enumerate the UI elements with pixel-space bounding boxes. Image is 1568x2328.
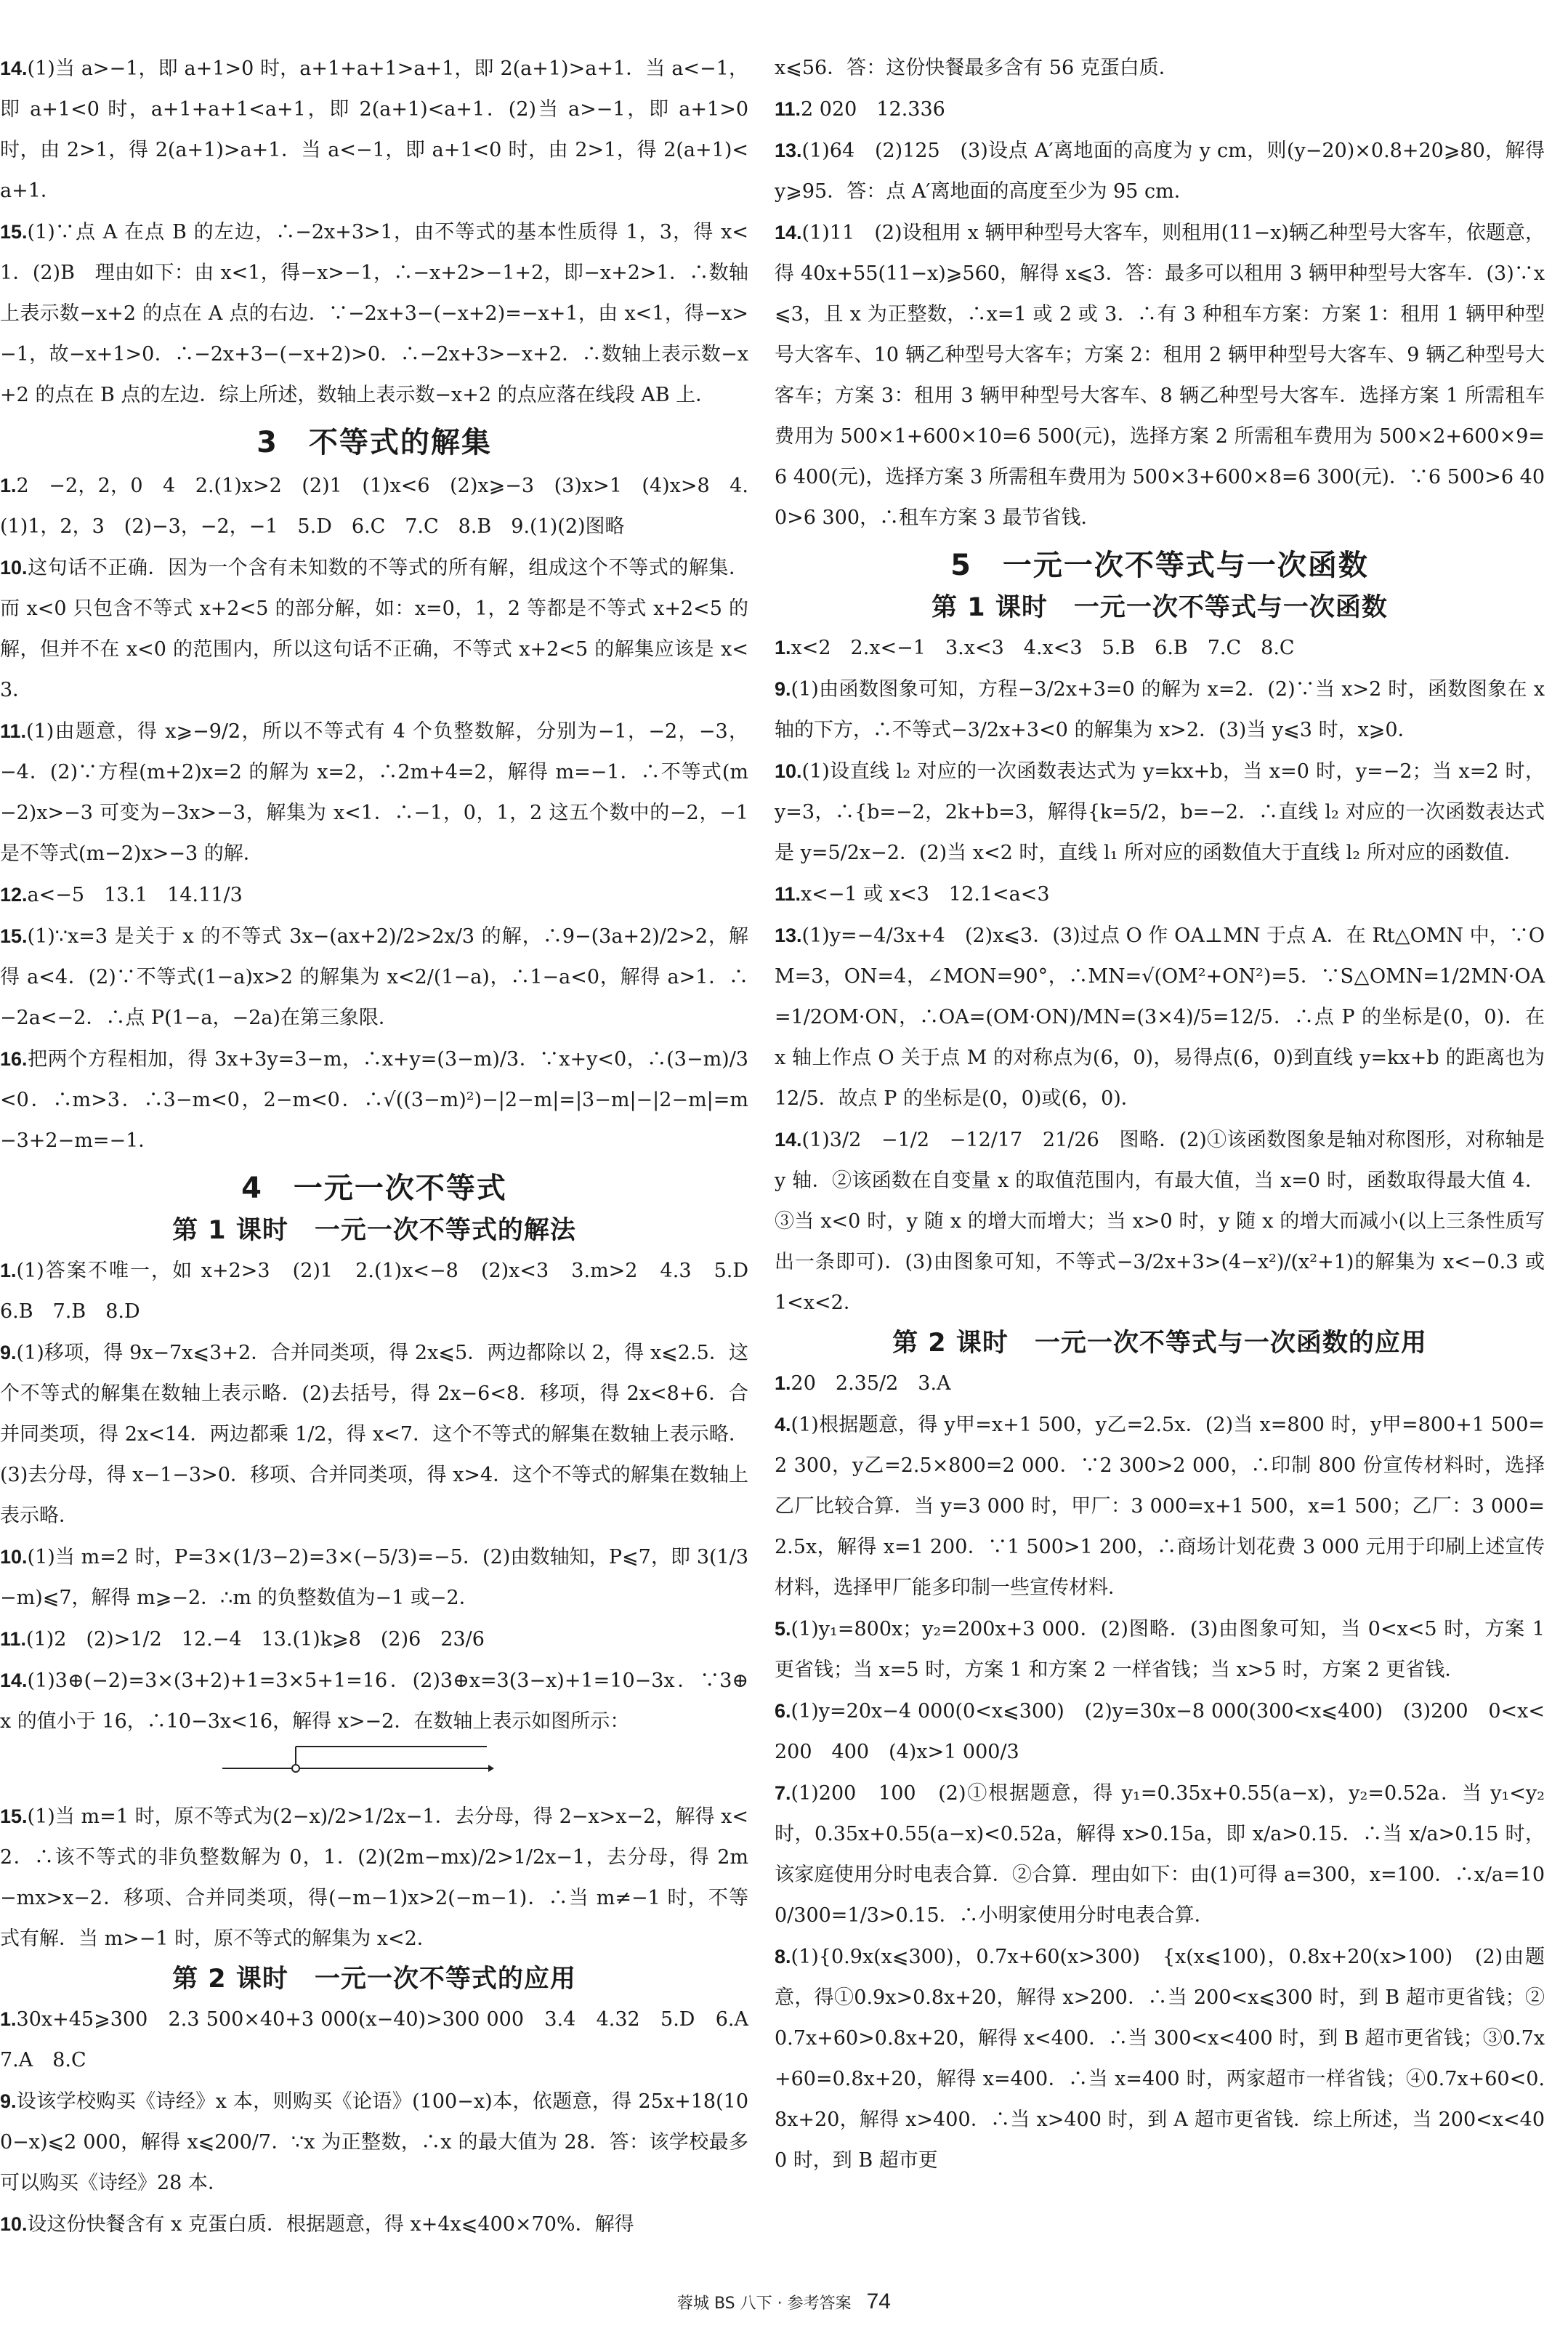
- section-4b-list: [0, 1999, 768, 2245]
- answer-text: (1)当 m=2 时，P=3×(1/3−2)=3×(−5/3)=−5．(2)由数轴知，P⩽7，即 3(1/3−m)⩽7，解得 m⩾−2．∴m 的负整数值为−1 或−2．: [0, 1546, 748, 1609]
- answer-text: (1)当 a>−1，即 a+1>0 时，a+1+a+1>a+1，即 2(a+1)>a+1．当 a<−1，即 a+1<0 时，a+1+a+1<a+1，即 2(a+1)<a+1．(2)当 a>−1，即 a+1>0 时，由 2>1，得 2(a+1)>a+1．当 a<−1，即 a+1<0 时，由 2>1，得 2(a+1)<a+1．: [0, 57, 748, 202]
- question-number: 12.: [0, 884, 28, 906]
- section-4-lesson-1: 第 1 课时 一元一次不等式的解法: [172, 1216, 576, 1245]
- section-5-lesson-2: 第 2 课时 一元一次不等式与一次函数的应用: [892, 1329, 1427, 1358]
- question-number: 11.: [0, 1628, 27, 1650]
- page-footer: [0, 2289, 1568, 2314]
- section-4a-post-list: [0, 1796, 748, 1960]
- answer-text: x<2 2.x<−1 3.x<3 4.x<3 5.B 6.B 7.C 8.C: [791, 637, 1295, 659]
- answer-text: (1)∵点 A 在点 B 的左边，∴−2x+3>1，由不等式的基本性质得 1，3，得 x<1．(2)B 理由如下：由 x<1，得−x>−1，∴−x+2>−1+2，即−x+2>1．∴数轴上表示数−x+2 的点在 A 点的右边．∵−2x+3−(−x+2)=−x+1，由 x<1，得−x>−1，故−x+1>0．∴−2x+3−(−x+2)>0．∴−2x+3>−x+2．∴数轴上表示数−x+2 的点在 B 点的左边．综上所述，数轴上表示数−x+2 的点应落在线段 AB 上．: [0, 221, 748, 406]
- answer-item: [775, 627, 1545, 669]
- answer-item: [0, 547, 748, 711]
- answer-item: [775, 1691, 1545, 1773]
- answer-text: 把两个方程相加，得 3x+3y=3−m，∴x+y=(3−m)/3．∵x+y<0，∴(3−m)/3<0．∴m>3．∴3−m<0，2−m<0．∴√((3−m)²)−|2−m|=|3−m|−|2−m|=m−3+2−m=−1．: [0, 1048, 748, 1152]
- question-number: 15.: [0, 221, 28, 243]
- answer-text: (1){0.9x(x⩽300)，0.7x+60(x>300) {x(x⩽100)，0.8x+20(x>100) (2)由题意，得①0.9x>0.8x+20，解得 x>200．∴当 200<x⩽300 时，到 B 超市更省钱；②0.7x+60>0.8x+20，解得 x<400．∴当 300<x<400 时，到 B 超市更省钱；③0.7x+60=0.8x+20，解得 x=400．∴当 x=400 时，两家超市一样省钱；④0.7x+60<0.8x+20，解得 x>400．∴当 x>400 时，到 A 超市更省钱．综上所述，当 200<x<400 时，到 B 超市更: [775, 1946, 1545, 2172]
- question-number: 4.: [775, 1414, 791, 1435]
- answer-item: [0, 1796, 748, 1960]
- answer-item: [0, 711, 748, 874]
- question-number: 9.: [0, 1342, 17, 1364]
- answer-item: [0, 874, 748, 916]
- question-number: 10.: [0, 1546, 28, 1568]
- answer-item: [0, 212, 748, 416]
- section-3-list: [0, 465, 748, 1161]
- footer-label: 蓉城 BS 八下 · 参考答案: [676, 2295, 852, 2313]
- section-4a-list: [0, 1250, 768, 1742]
- answer-item: [775, 212, 1545, 539]
- answer-item: [775, 1773, 1545, 1936]
- answer-item: [775, 669, 1545, 751]
- answer-item: [775, 130, 1545, 212]
- answer-text: (1)设直线 l₂ 对应的一次函数表达式为 y=kx+b，当 x=0 时，y=−2；当 x=2 时，y=3，∴{b=−2，2k+b=3，解得{k=5/2，b=−2．∴直线 l₂ 对应的一次函数表达式是 y=5/2x−2．(2)当 x<2 时，直线 l₁ 所对应的函数值大于直线 l₂ 所对应的函数值．: [775, 760, 1545, 864]
- answer-text: (1)当 m=1 时，原不等式为(2−x)/2>1/2x−1．去分母，得 2−x>x−2，解得 x<2．∴该不等式的非负整数解为 0，1．(2)(2m−mx)/2>1/2x−1，去分母，得 2m−mx>x−2．移项、合并同类项，得(−m−1)x>2(−m−1)．∴当 m≠−1 时，不等式有解．当 m>−1 时，原不等式的解集为 x<2．: [0, 1805, 748, 1950]
- answer-text: (1)由函数图象可知，方程−3/2x+3=0 的解为 x=2．(2)∵当 x>2 时，函数图象在 x 轴的下方，∴不等式−3/2x+3<0 的解集为 x>2．(3)当 y⩽3 时，x⩾0．: [775, 678, 1545, 741]
- section-4-title: 4 一元一次不等式: [241, 1172, 507, 1205]
- question-number: 14.: [775, 1129, 802, 1151]
- question-number: 16.: [0, 1048, 28, 1070]
- question-number: 10.: [775, 760, 802, 782]
- answer-text: 设该学校购买《诗经》x 本，则购买《论语》(100−x)本，依题意，得 25x+18(100−x)⩽2 000，解得 x⩽200/7．∵x 为正整数，∴x 的最大值为 28．答：该学校最多可以购买《诗经》28 本．: [0, 2090, 748, 2194]
- question-number: 14.: [0, 57, 28, 79]
- answer-text: (1)y=−4/3x+4 (2)x⩽3．(3)过点 O 作 OA⊥MN 于点 A．在 Rt△OMN 中，∵OM=3，ON=4，∠MON=90°，∴MN=√(OM²+ON²)=5．∵S△OMN=1/2MN·OA=1/2OM·ON，∴OA=(OM·ON)/MN=(3×4)/5=12/5．∴点 P 的坐标是(0，0)．在 x 轴上作点 O 关于点 M 的对称点为(6，0)，易得点(6，0)到直线 y=kx+b 的距离也为 12/5．故点 P 的坐标是(0，0)或(6，0)．: [775, 925, 1545, 1110]
- answer-text: x<−1 或 x<3 12.1<a<3: [801, 883, 1050, 906]
- section-5-title: 5 一元一次不等式与一次函数: [950, 549, 1369, 582]
- question-number: 7.: [775, 1782, 791, 1804]
- question-number: 14.: [775, 222, 802, 243]
- answer-item: [0, 1619, 748, 1660]
- question-number: 1.: [775, 637, 791, 658]
- section-5a-list: [775, 627, 1545, 1324]
- answer-text: (1)y=20x−4 000(0<x⩽300) (2)y=30x−8 000(300<x⩽400) (3)200 0<x<200 400 (4)x>1 000/3: [775, 1700, 1545, 1763]
- answer-item: [0, 1039, 748, 1161]
- question-number: 1.: [775, 1372, 791, 1394]
- answer-item: [775, 1363, 1545, 1404]
- answer-text: 20 2.35/2 3.A: [791, 1372, 951, 1395]
- answer-item: [0, 1536, 748, 1619]
- question-number: 9.: [0, 2090, 17, 2112]
- right-column: [775, 48, 1545, 2181]
- answer-text: (1)200 100 (2)①根据题意，得 y₁=0.35x+0.55(a−x)，y₂=0.52a．当 y₁<y₂ 时，0.35x+0.55(a−x)<0.52a，解得 x>0.15a，即 x/a>0.15．∴当 x/a>0.15 时，该家庭使用分时电表合算．②合算．理由如下：由(1)可得 a=300，x=100．∴x/a=100/300=1/3>0.15．∴小明家使用分时电表合算．: [775, 1782, 1545, 1927]
- question-number: 1.: [0, 475, 17, 496]
- answer-item: [775, 1936, 1545, 2181]
- answer-item: [775, 915, 1545, 1119]
- open-circle: [292, 1765, 299, 1772]
- left-pre-list: [0, 48, 748, 416]
- answer-text: 这句话不正确．因为一个含有未知数的不等式的所有解，组成这个不等式的解集．而 x<0 只包含不等式 x+2<5 的部分解，如：x=0，1，2 等都是不等式 x+2<5 的解，但并不在 x<0 的范围内，所以这句话不正确，不等式 x+2<5 的解集应该是 x<3．: [0, 557, 748, 701]
- question-number: 11.: [775, 98, 801, 120]
- answer-text: (1)11 (2)设租用 x 辆甲种型号大客车，则租用(11−x)辆乙种型号大客车，依题意，得 40x+55(11−x)⩾560，解得 x⩽3．答：最多可以租用 3 辆甲种型号大客车．(3)∵x⩽3，且 x 为正整数，∴x=1 或 2 或 3．∴有 3 种租车方案：方案 1：租用 1 辆甲种型号大客车、10 辆乙种型号大客车；方案 2：租用 2 辆甲种型号大客车、9 辆乙种型号大客车；方案 3：租用 3 辆甲种型号大客车、8 辆乙种型号大客车．选择方案 1 所需租车费用为 500×1+600×10=6 500(元)，选择方案 2 所需租车费用为 500×2+600×9=6 400(元)，选择方案 3 所需租车费用为 500×3+600×8=6 300(元)．∵6 500>6 400>6 300，∴租车方案 3 最节省钱．: [775, 222, 1545, 529]
- answer-item: [775, 1608, 1545, 1691]
- question-number: 13.: [775, 140, 802, 161]
- answer-text: (1)3⊕(−2)=3×(3+2)+1=3×5+1=16．(2)3⊕x=3(3−x)+1=10−3x．∵3⊕x 的值小于 16，∴10−3x<16，解得 x>−2．在数轴上表示如图所示：: [0, 1670, 748, 1733]
- answer-text: x⩽56．答：这份快餐最多含有 56 克蛋白质．: [775, 57, 1179, 79]
- number-line-arrow: [488, 1765, 494, 1772]
- answer-text: 设这份快餐含有 x 克蛋白质．根据题意，得 x+4x⩽400×70%．解得: [27, 2213, 634, 2236]
- answer-item: [775, 1404, 1545, 1608]
- answer-item: [775, 751, 1545, 874]
- answer-text: (1)由题意，得 x⩾−9/2，所以不等式有 4 个负整数解，分别为−1，−2，−3，−4．(2)∵方程(m+2)x=2 的解为 x=2，∴2m+4=2，解得 m=−1．∴不等式(m−2)x>−3 可变为−3x>−3，解集为 x<1．∴−1，0，1，2 这五个数中的−2，−1 是不等式(m−2)x>−3 的解．: [0, 720, 748, 865]
- answer-item: [775, 89, 1545, 130]
- answer-text: 2 −2，2，0 4 2.(1)x>2 (2)1 (1)x<6 (2)x⩾−3 (3)x>1 (4)x>8 4.(1)1，2，3 (2)−3，−2，−1 5.D 6.C 7.C 8.B 9.(1)(2)图略: [0, 475, 748, 538]
- question-number: 10.: [0, 2213, 28, 2235]
- answer-text: (1)2 (2)>1/2 12.−4 13.(1)k⩾8 (2)6 23/6: [26, 1628, 485, 1651]
- question-number: 5.: [775, 1618, 791, 1640]
- answer-text: (1)64 (2)125 (3)设点 A′离地面的高度为 y cm，则(y−20)×0.8+20⩾80，解得 y⩾95．答：点 A′离地面的高度至少为 95 cm．: [775, 140, 1545, 203]
- left-column: [0, 48, 768, 2245]
- question-number: 15.: [0, 1805, 28, 1827]
- answer-item: [0, 1660, 748, 1742]
- question-number: 11.: [775, 883, 801, 905]
- answer-item: [0, 1332, 748, 1536]
- answer-item: [0, 1999, 768, 2081]
- section-5b-list: [775, 1363, 1545, 2181]
- answer-item: [0, 1250, 768, 1332]
- section-5-lesson-1: 第 1 课时 一元一次不等式与一次函数: [931, 593, 1388, 622]
- answer-text: (1)答案不唯一，如 x+2>3 (2)1 2.(1)x<−8 (2)x<3 3.m>2 4.3 5.D 6.B 7.B 8.D: [0, 1260, 768, 1323]
- answer-item: [775, 48, 1545, 89]
- answer-item: [0, 2204, 748, 2245]
- question-number: 11.: [0, 720, 27, 742]
- question-number: 9.: [775, 678, 791, 700]
- answer-text: (1)3/2 −1/2 −12/17 21/26 图略．(2)①该函数图象是轴对称图形，对称轴是 y 轴．②该函数在自变量 x 的取值范围内，有最大值，当 x=0 时，函数取得最大值 4．③当 x<0 时，y 随 x 的增大而增大；当 x>0 时，y 随 x 的增大而减小(以上三条性质写出一条即可)．(3)由图象可知，不等式−3/2x+3>(4−x²)/(x²+1)的解集为 x<−0.3 或 1<x<2．: [775, 1129, 1545, 1314]
- question-number: 1.: [0, 1260, 17, 1281]
- question-number: 8.: [775, 1946, 791, 1967]
- number-line-figure: [218, 1744, 494, 1790]
- answer-text: 30x+45⩾300 2.3 500×40+3 000(x−40)>300 000 3.4 4.32 5.D 6.A 7.A 8.C: [0, 2008, 768, 2071]
- section-4-lesson-2: 第 2 课时 一元一次不等式的应用: [172, 1965, 576, 1994]
- question-number: 15.: [0, 925, 28, 947]
- answer-item: [0, 465, 748, 547]
- question-number: 10.: [0, 557, 28, 579]
- question-number: 6.: [775, 1700, 791, 1722]
- answer-text: (1)移项，得 9x−7x⩽3+2．合并同类项，得 2x⩽5．两边都除以 2，得 x⩽2.5．这个不等式的解集在数轴上表示略．(2)去括号，得 2x−6<8．移项，得 2x<8+6．合并同类项，得 2x<14．两边都乘 1/2，得 x<7．这个不等式的解集在数轴上表示略．(3)去分母，得 x−1−3>0．移项、合并同类项，得 x>4．这个不等式的解集在数轴上表示略．: [0, 1342, 748, 1527]
- answer-text: a<−5 13.1 14.11/3: [27, 884, 243, 906]
- right-pre-list: [775, 48, 1545, 539]
- answer-item: [0, 2081, 748, 2204]
- question-number: 13.: [775, 925, 802, 946]
- question-number: 14.: [0, 1670, 28, 1691]
- answer-text: 2 020 12.336: [801, 98, 945, 121]
- question-number: 1.: [0, 2008, 17, 2030]
- page-number: 74: [866, 2289, 891, 2313]
- answer-item: [0, 916, 748, 1039]
- answer-text: (1)∵x=3 是关于 x 的不等式 3x−(ax+2)/2>2x/3 的解，∴9−(3a+2)/2>2，解得 a<4．(2)∵不等式(1−a)x>2 的解集为 x<2/(1−a)，∴1−a<0，解得 a>1．∴−2a<−2．∴点 P(1−a，−2a)在第三象限．: [0, 925, 748, 1029]
- section-3-title: 3 不等式的解集: [256, 426, 492, 459]
- answer-text: (1)y₁=800x；y₂=200x+3 000．(2)图略．(3)由图象可知，当 0<x<5 时，方案 1 更省钱；当 x=5 时，方案 1 和方案 2 一样省钱；当 x>5 时，方案 2 更省钱．: [775, 1618, 1545, 1681]
- answer-item: [775, 874, 1545, 915]
- answer-item: [775, 1119, 1545, 1324]
- answer-text: (1)根据题意，得 y甲=x+1 500，y乙=2.5x．(2)当 x=800 时，y甲=800+1 500=2 300，y乙=2.5×800=2 000．∵2 300>2 000，∴印制 800 份宣传材料时，选择乙厂比较合算．当 y=3 000 时，甲厂：3 000=x+1 500，x=1 500；乙厂：3 000=2.5x，解得 x=1 200．∵1 500>1 200，∴商场计划花费 3 000 元用于印刷上述宣传材料，选择甲厂能多印制一些宣传材料．: [775, 1414, 1545, 1599]
- answer-item: [0, 48, 748, 212]
